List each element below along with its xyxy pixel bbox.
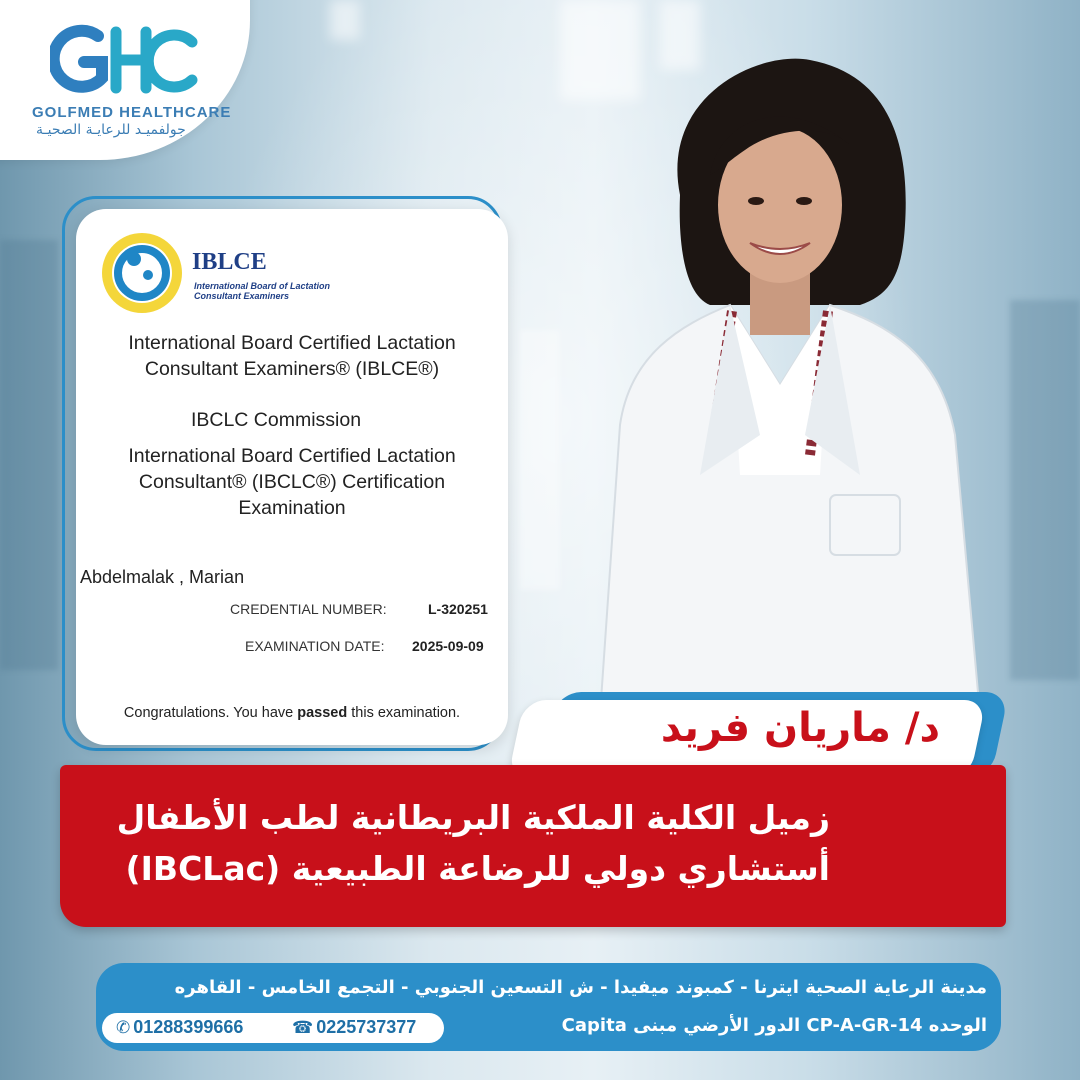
certificate-card xyxy=(76,209,508,745)
credential-number: L-320251 xyxy=(428,601,488,617)
brand-name-en: GOLFMED HEALTHCARE xyxy=(32,104,232,121)
iblce-title: IBLCE xyxy=(192,249,267,275)
landline-number[interactable]: ☎ 0225737377 xyxy=(292,1017,417,1038)
contact-footer xyxy=(96,963,1001,1051)
title-line-1: زميل الكلية الملكية البريطانية لطب الأطفال xyxy=(116,798,830,837)
doctor-name: د/ ماريان فريد xyxy=(660,705,940,751)
exam-date-label: EXAMINATION DATE: xyxy=(245,638,385,654)
congratulations-text: Congratulations. You have passed this examination. xyxy=(123,705,461,721)
phone-icon: ☎ xyxy=(292,1018,314,1038)
cert-exam-line-3: Examination xyxy=(238,497,346,519)
cert-heading-line-2: Consultant Examiners® (IBLCE®) xyxy=(144,358,440,380)
doctor-photo xyxy=(560,55,1000,715)
title-line-2: أستشاري دولي للرضاعة الطبيعية (IBCLac) xyxy=(125,849,830,888)
phone-numbers-pill xyxy=(102,1013,444,1043)
address-line-1: مدينة الرعاية الصحية ايترنا - كمبوند ميفيدا - ش التسعين الجنوبي - التجمع الخامس - القاهره xyxy=(174,977,987,998)
credentials-banner xyxy=(60,765,1006,927)
cert-exam-line-2: Consultant® (IBCLC®) Certification xyxy=(138,471,446,493)
iblce-seal-icon xyxy=(98,229,186,321)
candidate-name: Abdelmalak , Marian xyxy=(80,567,245,587)
cert-commission: IBCLC Commission xyxy=(190,409,362,431)
iblce-subtitle: International Board of Lactation Consultant Examiners xyxy=(194,281,331,301)
brand-name-ar: جولفميـد للرعايـة الصحيـة xyxy=(36,122,186,138)
whatsapp-icon: ✆ xyxy=(116,1018,131,1038)
cert-heading-line-1: International Board Certified Lactation xyxy=(128,332,456,354)
exam-date: 2025-09-09 xyxy=(412,638,484,654)
mobile-number[interactable]: ✆ 01288399666 xyxy=(116,1017,244,1038)
brand-logo xyxy=(50,22,200,106)
address-line-2: الوحده CP-A-GR-14 الدور الأرضي مبنى Capita xyxy=(561,1015,987,1036)
credential-label: CREDENTIAL NUMBER: xyxy=(230,601,387,617)
cert-exam-line-1: International Board Certified Lactation xyxy=(128,445,456,467)
